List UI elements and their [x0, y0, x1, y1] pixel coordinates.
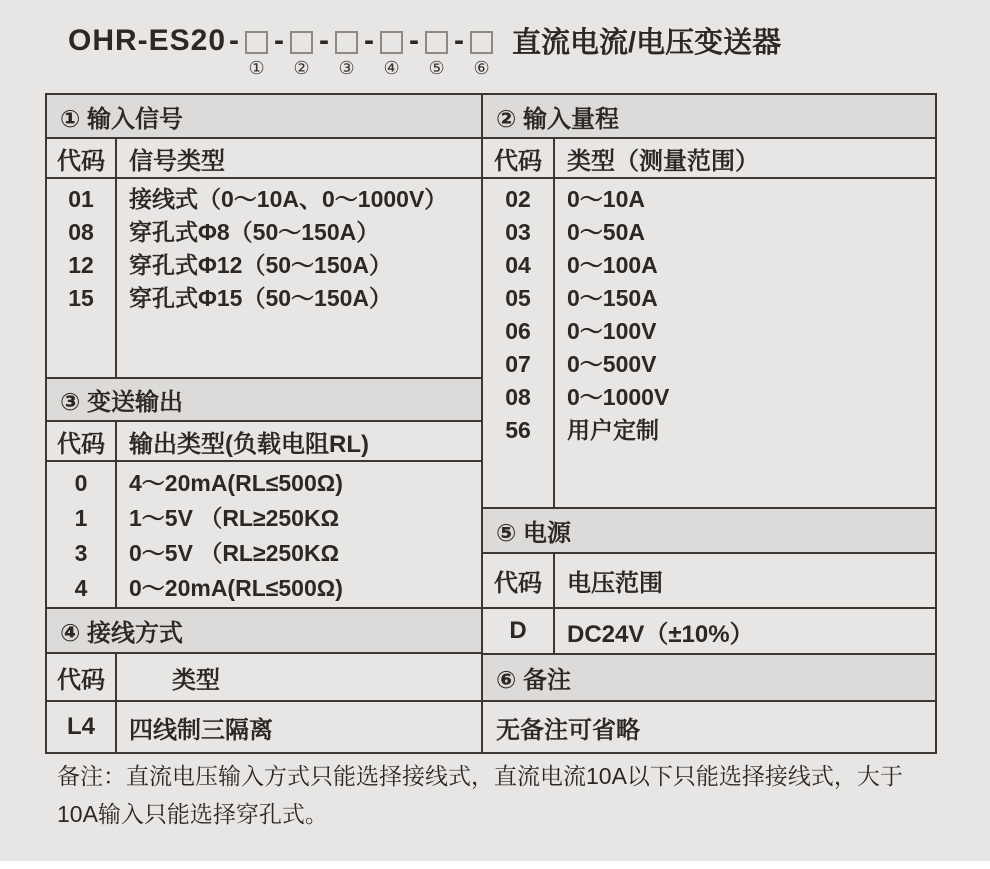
code-cell: L4 [47, 702, 117, 752]
header-row-power [483, 554, 935, 609]
code-cell: 12 [68, 252, 94, 278]
model-placeholder-2 [290, 31, 313, 78]
code-cell: 4 [74, 575, 88, 601]
section-header-output: ③ 变送输出 [47, 379, 481, 422]
column-header-code: 代码 [47, 139, 117, 177]
type-cell: 用户定制 [567, 417, 659, 443]
model-placeholder-1 [245, 31, 268, 78]
model-separator: - [364, 23, 375, 57]
code-cells [47, 179, 117, 377]
type-cells [117, 462, 481, 607]
type-cell: 0～20mA(RL≤500Ω) [129, 575, 343, 601]
remark-row: 无备注可省略 [496, 716, 640, 744]
code-cell: 56 [505, 417, 531, 443]
footnote-line-2: 10A输入只能选择穿孔式。 [57, 801, 328, 827]
type-cell: 0～150A [567, 285, 658, 311]
section-header-remark: ⑥ 备注 [483, 655, 935, 702]
type-cell: 1～5V （RL≥250KΩ [129, 505, 340, 531]
wiring-row [47, 702, 481, 752]
code-cell: 3 [74, 540, 88, 566]
placeholder-box-icon [425, 31, 448, 54]
type-cell: 0～50A [567, 219, 645, 245]
placeholder-box-icon [470, 31, 493, 54]
code-cells [483, 179, 555, 507]
column-header-code: 代码 [483, 554, 555, 607]
code-cells [47, 462, 117, 607]
column-header-code: 代码 [47, 422, 117, 460]
header-row-input-signal [47, 139, 481, 179]
code-cell: 01 [68, 186, 94, 212]
code-cell: 08 [505, 384, 531, 410]
model-ordering-line [68, 20, 782, 78]
type-cell: 0～500V [567, 351, 657, 377]
header-row-wiring [47, 654, 481, 702]
column-header-type: 信号类型 [129, 147, 225, 175]
table-right-column [483, 95, 935, 752]
section-header-power: ⑤ 电源 [483, 509, 935, 554]
page-title: 直流电流/电压变送器 [512, 27, 782, 59]
circled-digit-2: ② [293, 58, 310, 78]
type-cell: 0～100A [567, 252, 658, 278]
type-cell: 4～20mA(RL≤500Ω) [129, 470, 343, 496]
code-cell: 04 [505, 252, 531, 278]
model-placeholder-5 [425, 31, 448, 78]
type-cell: 0～100V [567, 318, 657, 344]
circled-digit-3: ③ [338, 58, 355, 78]
power-row [483, 609, 935, 655]
circled-digit-5: ⑤ [428, 58, 445, 78]
table-left-column [47, 95, 483, 752]
model-placeholder-6 [470, 31, 493, 78]
model-separator: - [409, 23, 420, 57]
type-cells [117, 179, 481, 377]
input-range-body [483, 179, 935, 509]
code-cell: 1 [74, 505, 88, 531]
column-header-code: 代码 [47, 654, 117, 700]
ordering-code-table [45, 93, 937, 754]
type-cell: 0～10A [567, 186, 645, 212]
column-header-type: 电压范围 [567, 570, 663, 597]
type-cell: 0～1000V [567, 384, 670, 410]
code-cell: D [483, 609, 555, 653]
section-header-input-signal: ① 输入信号 [47, 95, 481, 139]
model-prefix: OHR-ES20 [68, 23, 227, 57]
column-header-type: 类型 [172, 666, 220, 694]
placeholder-box-icon [290, 31, 313, 54]
header-row-input-range [483, 139, 935, 179]
type-cell: 四线制三隔离 [129, 716, 273, 744]
type-cell: DC24V（±10%） [567, 620, 754, 648]
circled-digit-6: ⑥ [473, 58, 490, 78]
input-signal-body [47, 179, 481, 379]
model-separator: - [454, 23, 465, 57]
type-cell: 0～5V （RL≥250KΩ [129, 540, 340, 566]
column-header-type: 类型（测量范围） [567, 147, 759, 175]
section-header-input-range: ② 输入量程 [483, 95, 935, 139]
code-cell: 02 [505, 186, 531, 212]
section-header-wiring: ④ 接线方式 [47, 609, 481, 654]
placeholder-box-icon [380, 31, 403, 54]
circled-digit-1: ① [248, 58, 265, 78]
model-separator: - [229, 23, 240, 57]
footnote-line-1: 备注：直流电压输入方式只能选择接线式，直流电流10A以下只能选择接线式，大于 [57, 763, 903, 789]
model-placeholder-3 [335, 31, 358, 78]
code-cell: 07 [505, 351, 531, 377]
column-header-code: 代码 [483, 139, 555, 177]
bottom-white-strip [0, 861, 990, 869]
code-cell: 15 [68, 285, 94, 311]
placeholder-box-icon [245, 31, 268, 54]
type-cell: 穿孔式Φ15（50～150A） [129, 285, 393, 311]
code-cell: 0 [74, 470, 88, 496]
model-placeholder-4 [380, 31, 403, 78]
header-row-output [47, 422, 481, 462]
type-cell: 接线式（0～10A、0～1000V） [129, 186, 448, 212]
code-cell: 03 [505, 219, 531, 245]
footnote [57, 757, 957, 833]
code-cell: 06 [505, 318, 531, 344]
type-cell: 穿孔式Φ12（50～150A） [129, 252, 393, 278]
code-cell: 08 [68, 219, 94, 245]
code-cell: 05 [505, 285, 531, 311]
column-header-type: 输出类型(负载电阻RL) [129, 430, 369, 458]
placeholder-box-icon [335, 31, 358, 54]
type-cell: 穿孔式Φ8（50～150A） [129, 219, 380, 245]
model-separator: - [274, 23, 285, 57]
circled-digit-4: ④ [383, 58, 400, 78]
output-body [47, 462, 481, 609]
type-cells [555, 179, 935, 507]
model-separator: - [319, 23, 330, 57]
